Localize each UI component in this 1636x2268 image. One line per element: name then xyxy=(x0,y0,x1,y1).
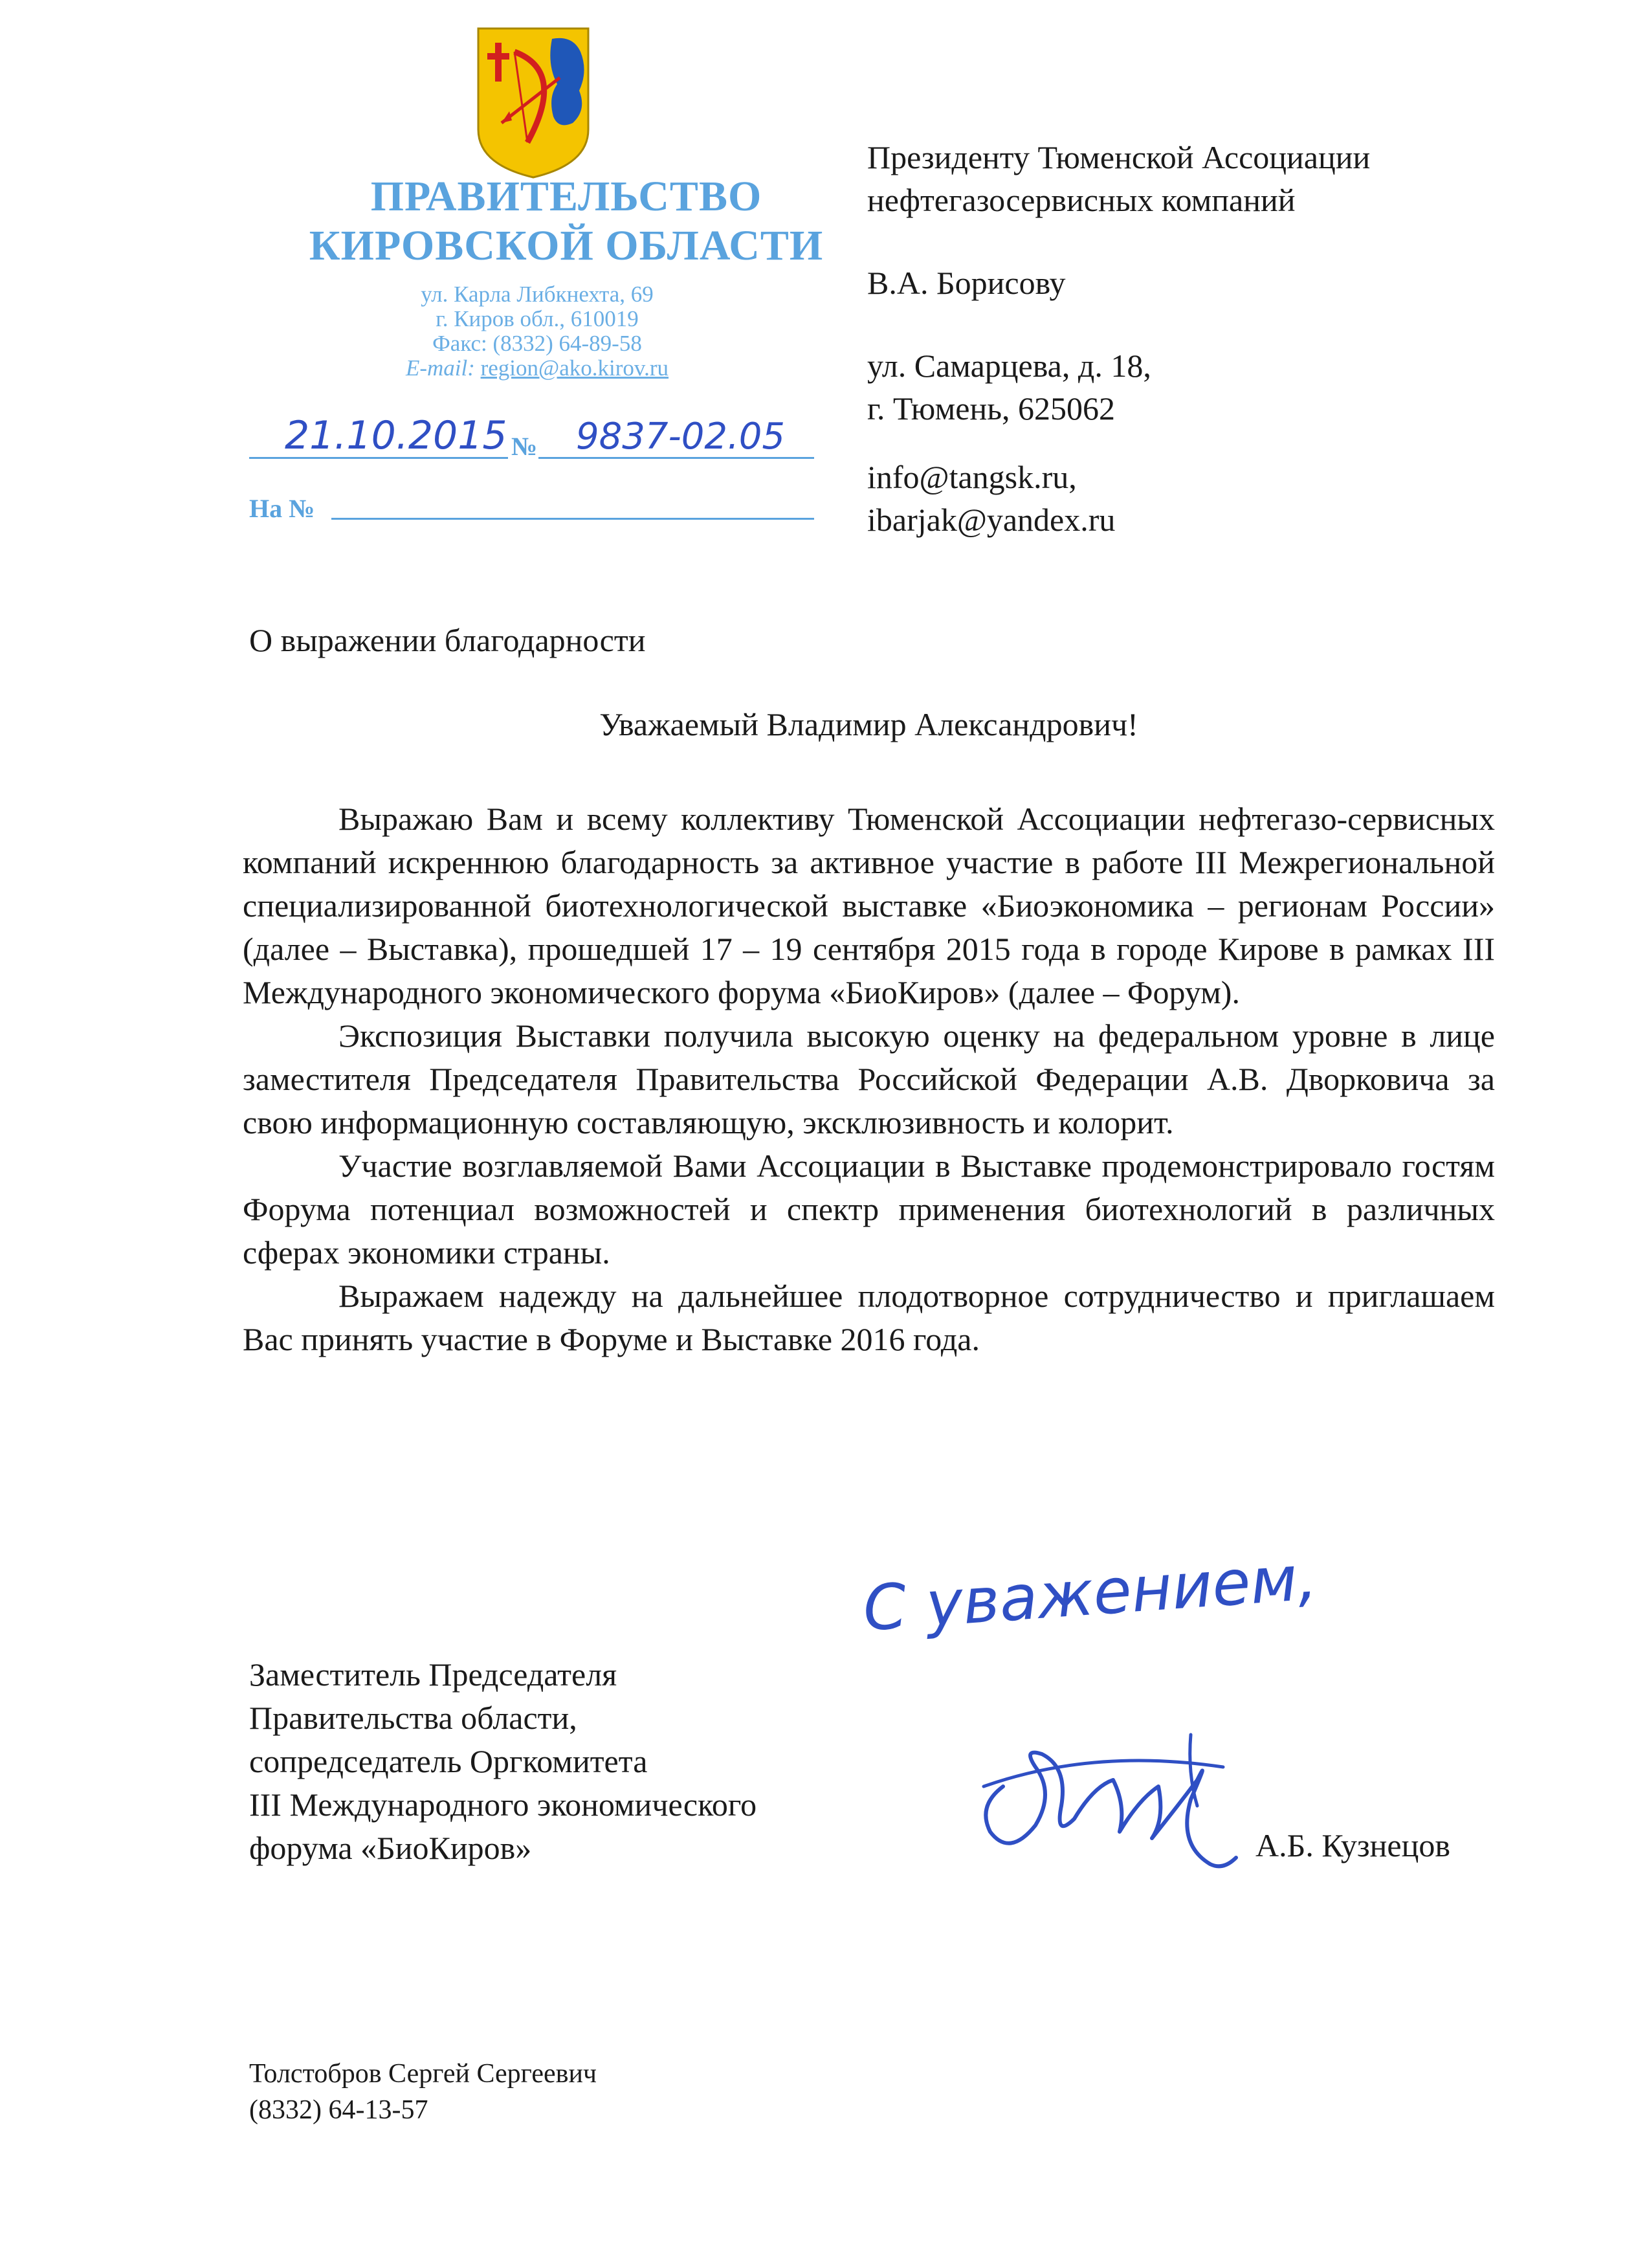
paragraph: Экспозиция Выставки получила высокую оценку на федеральном уровне в лице заместителя Председателя Правительства Российской Федерации А.В. Дворковича за свою информационную составляющую, эксклюзивность и колорит. xyxy=(243,1017,1495,1140)
email-label: E-mail: xyxy=(405,355,475,381)
org-email-line xyxy=(278,356,796,381)
addressee-email1[interactable]: info@tangsk.ru, xyxy=(867,459,1077,495)
org-name-line2: КИРОВСКОЙ ОБЛАСТИ xyxy=(309,222,824,269)
org-name-line1: ПРАВИТЕЛЬСТВО xyxy=(370,173,762,220)
salutation: Уважаемый Владимир Александрович! xyxy=(599,706,1138,742)
signatory-title-line5: форума «БиоКиров» xyxy=(249,1830,532,1866)
addressee-city: г. Тюмень, 625062 xyxy=(867,390,1116,427)
registration-date: 21.10.2015 xyxy=(285,413,507,458)
signatory-title-line4: III Международного экономического xyxy=(249,1786,757,1823)
signature-image xyxy=(964,1709,1268,1877)
org-fax: Факс: (8332) 64-89-58 xyxy=(432,331,642,356)
coat-of-arms-emblem xyxy=(476,26,591,180)
signatory-title-line3: сопредседатель Оргкомитета xyxy=(249,1743,648,1779)
reply-to-line xyxy=(331,518,814,520)
signatory-name: А.Б. Кузнецов xyxy=(1255,1827,1450,1863)
handwritten-regards: С уважением, xyxy=(861,1540,1320,1645)
addressee-name: В.А. Борисову xyxy=(867,265,1066,301)
org-email-link[interactable]: region@ako.kirov.ru xyxy=(480,355,669,381)
paragraph: Участие возглавляемой Вами Ассоциации в Выставке продемонстрировало гостям Форума потенциал возможностей и спектр применения биотехнологий в различных сферах экономики страны. xyxy=(243,1148,1495,1271)
executor-phone: (8332) 64-13-57 xyxy=(249,2095,428,2125)
paragraph: Выражаем надежду на дальнейшее плодотворное сотрудничество и приглашаем Вас принять участие в Форуме и Выставке 2016 года. xyxy=(243,1278,1495,1357)
org-address-line2: г. Киров обл., 610019 xyxy=(436,306,639,331)
letter-body xyxy=(243,797,1495,1361)
signatory-title xyxy=(249,1653,896,1870)
registration-number: 9837-02.05 xyxy=(576,416,786,458)
paragraph: Выражаю Вам и всему коллективу Тюменской Ассоциации нефтегазо-сервисных компаний искреннюю благодарность за активное участие в работе III Межрегиональной специализированной биотехнологической выставке «Биоэкономика – регионам России» (далее – Выставка), прошедшей 17 – 19 сентября 2015 года в городе Кирове в рамках III Международного экономического форума «БиоКиров» (далее – Форум). xyxy=(243,801,1495,1010)
executor-name: Толстобров Сергей Сергеевич xyxy=(249,2059,597,2089)
addressee-block xyxy=(867,136,1579,541)
signatory-title-line2: Правительства области, xyxy=(249,1700,577,1736)
reply-to-label: На № xyxy=(249,494,315,523)
addressee-line2: нефтегазосервисных компаний xyxy=(867,182,1296,218)
addressee-line1: Президенту Тюменской Ассоциации xyxy=(867,139,1371,175)
org-address-line1: ул. Карла Либкнехта, 69 xyxy=(421,282,654,307)
letter-subject: О выражении благодарности xyxy=(249,622,646,658)
signatory-title-line1: Заместитель Председателя xyxy=(249,1656,617,1693)
addressee-email2[interactable]: ibarjak@yandex.ru xyxy=(867,502,1116,538)
number-label: № xyxy=(511,432,538,461)
addressee-street: ул. Самарцева, д. 18, xyxy=(867,348,1151,384)
